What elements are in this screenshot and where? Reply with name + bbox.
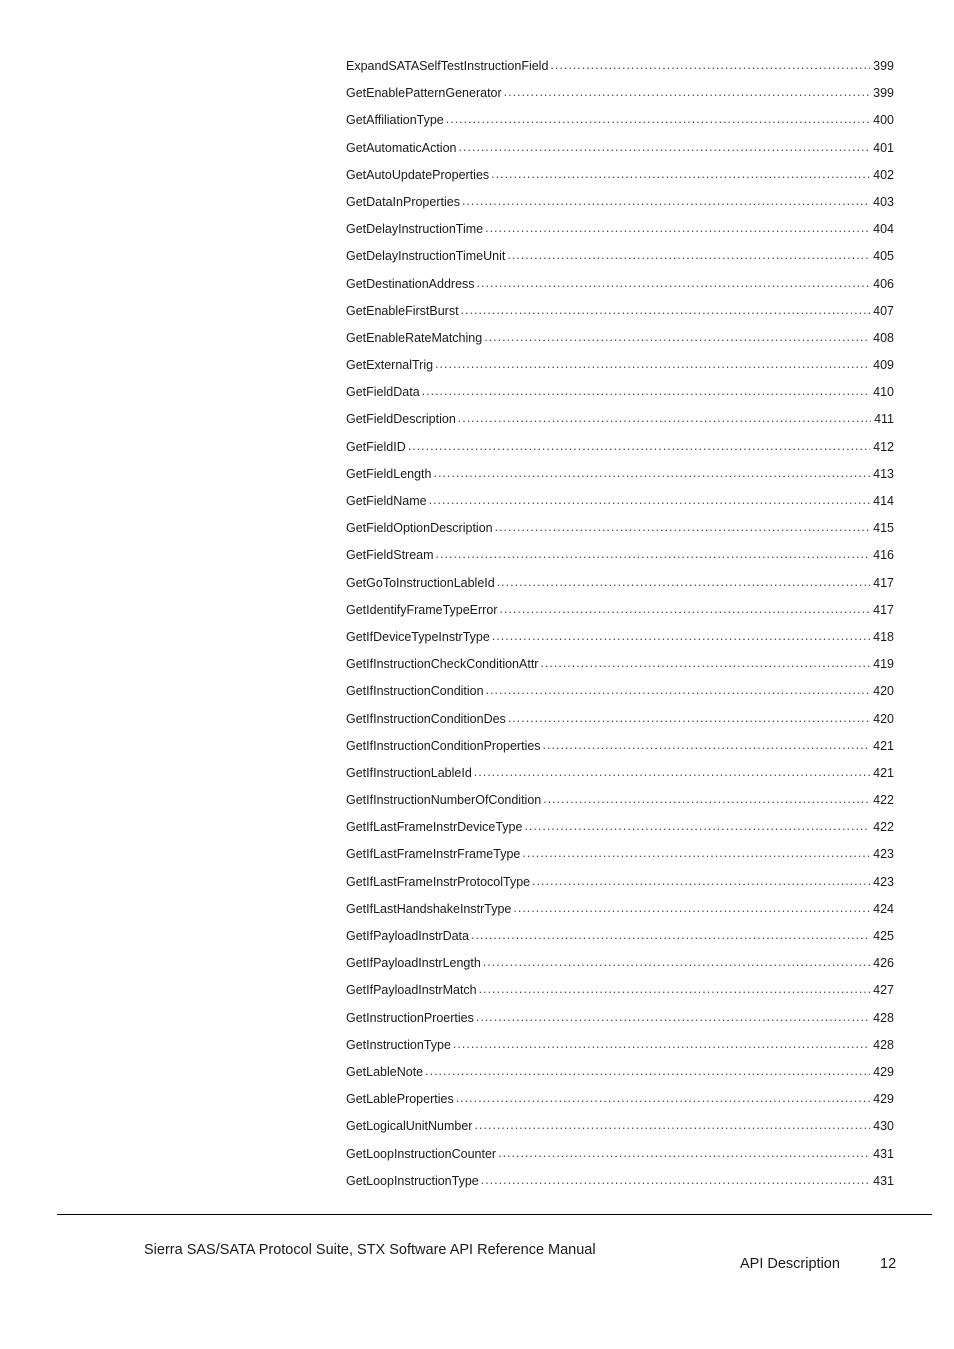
toc-entry[interactable]	[346, 737, 894, 764]
toc-entry[interactable]	[346, 628, 894, 655]
toc-dot-leader	[481, 1171, 870, 1189]
toc-dot-leader	[476, 1008, 870, 1026]
toc-dot-leader	[498, 1144, 870, 1162]
footer-divider	[57, 1214, 932, 1215]
toc-entry[interactable]	[346, 1117, 894, 1144]
toc-dot-leader	[461, 301, 871, 319]
toc-entry[interactable]	[346, 873, 894, 900]
toc-entry-page-number: 431	[873, 1173, 894, 1188]
toc-entry-title: GetIfInstructionCondition	[346, 684, 484, 699]
toc-entry[interactable]	[346, 302, 894, 329]
toc-dot-leader	[492, 627, 870, 645]
toc-entry-page-number: 429	[873, 1092, 894, 1107]
toc-entry-title: GetFieldID	[346, 439, 406, 454]
toc-entry-title: ExpandSATASelfTestInstructionField	[346, 59, 549, 73]
table-of-contents	[346, 57, 894, 1199]
toc-entry[interactable]	[346, 981, 894, 1008]
toc-dot-leader	[543, 736, 871, 754]
toc-entry-title: GetIfPayloadInstrMatch	[346, 983, 477, 998]
toc-dot-leader	[477, 274, 871, 292]
toc-entry-title: GetLableProperties	[346, 1092, 454, 1107]
toc-entry[interactable]	[346, 356, 894, 383]
toc-entry-page-number: 422	[873, 820, 894, 835]
toc-entry-title: GetExternalTrig	[346, 358, 434, 373]
toc-entry[interactable]	[346, 601, 894, 628]
toc-entry[interactable]	[346, 57, 894, 84]
toc-dot-leader	[436, 545, 871, 563]
toc-entry[interactable]	[346, 1063, 894, 1090]
toc-entry-page-number: 417	[873, 602, 894, 617]
toc-entry-title: GetAutomaticAction	[346, 140, 457, 155]
footer-section-name: API Description	[740, 1256, 840, 1272]
toc-entry[interactable]	[346, 764, 894, 791]
toc-dot-leader	[550, 56, 870, 74]
toc-dot-leader	[433, 464, 870, 482]
toc-dot-leader	[513, 899, 870, 917]
toc-entry-title: GetInstructionProerties	[346, 1010, 474, 1025]
toc-entry-title: GetEnableFirstBurst	[346, 303, 459, 318]
toc-dot-leader	[429, 491, 871, 509]
toc-entry-title: GetFieldStream	[346, 548, 434, 563]
toc-dot-leader	[462, 192, 870, 210]
toc-entry-page-number: 404	[873, 222, 894, 237]
toc-entry[interactable]	[346, 410, 894, 437]
toc-entry-title: GetEnableRateMatching	[346, 330, 483, 345]
toc-entry-page-number: 420	[873, 711, 894, 726]
toc-entry[interactable]	[346, 139, 894, 166]
toc-entry-title: GetIfInstructionConditionProperties	[346, 738, 541, 753]
toc-entry[interactable]	[346, 574, 894, 601]
toc-entry-title: GetLoopInstructionType	[346, 1173, 479, 1188]
toc-entry-page-number: 417	[873, 575, 894, 590]
toc-entry[interactable]	[346, 220, 894, 247]
toc-entry-page-number: 402	[873, 167, 894, 182]
toc-entry[interactable]	[346, 900, 894, 927]
toc-dot-leader	[474, 1116, 870, 1134]
toc-entry[interactable]	[346, 818, 894, 845]
toc-entry-title: GetLoopInstructionCounter	[346, 1146, 497, 1161]
toc-dot-leader	[483, 953, 870, 971]
toc-entry-page-number: 412	[873, 439, 894, 454]
toc-entry[interactable]	[346, 166, 894, 193]
toc-entry-title: GetIfInstructionCheckConditionAttr	[346, 657, 539, 672]
toc-entry-page-number: 418	[873, 629, 894, 644]
toc-dot-leader	[425, 1062, 870, 1080]
toc-entry-title: GetDataInProperties	[346, 194, 460, 209]
toc-entry[interactable]	[346, 84, 894, 111]
toc-entry[interactable]	[346, 492, 894, 519]
toc-dot-leader	[458, 409, 871, 427]
toc-entry-page-number: 415	[873, 521, 894, 536]
toc-entry-title: GetIfPayloadInstrLength	[346, 956, 481, 971]
toc-entry-page-number: 401	[873, 140, 894, 155]
toc-entry-page-number: 413	[873, 466, 894, 481]
toc-entry[interactable]	[346, 111, 894, 138]
toc-entry-title: GetLableNote	[346, 1064, 424, 1079]
toc-entry-page-number: 408	[873, 330, 894, 345]
toc-entry-page-number: 428	[873, 1037, 894, 1052]
toc-entry-title: GetFieldName	[346, 494, 427, 508]
toc-dot-leader	[491, 165, 870, 183]
toc-entry-title: GetLogicalUnitNumber	[346, 1119, 473, 1134]
toc-entry[interactable]	[346, 438, 894, 465]
toc-entry-page-number: 428	[873, 1010, 894, 1025]
toc-entry[interactable]	[346, 193, 894, 220]
toc-entry[interactable]	[346, 845, 894, 872]
toc-dot-leader	[474, 763, 870, 781]
toc-dot-leader	[532, 872, 870, 890]
toc-entry-page-number: 430	[873, 1119, 894, 1134]
toc-entry-title: GetIdentifyFrameTypeError	[346, 602, 498, 617]
toc-entry[interactable]	[346, 1145, 894, 1172]
toc-entry[interactable]	[346, 927, 894, 954]
toc-dot-leader	[471, 926, 870, 944]
toc-dot-leader	[453, 1035, 870, 1053]
toc-entry-title: GetFieldOptionDescription	[346, 521, 493, 536]
toc-entry[interactable]	[346, 655, 894, 682]
toc-entry-page-number: 423	[873, 847, 894, 862]
toc-entry-title: GetIfPayloadInstrData	[346, 929, 469, 943]
toc-entry-page-number: 407	[873, 303, 894, 318]
toc-dot-leader	[524, 817, 870, 835]
toc-entry[interactable]	[346, 465, 894, 492]
toc-entry-page-number: 429	[873, 1064, 894, 1079]
toc-dot-leader	[508, 709, 870, 727]
toc-entry-title: GetAffiliationType	[346, 113, 444, 128]
toc-entry-page-number: 409	[873, 358, 894, 373]
toc-entry[interactable]	[346, 329, 894, 356]
toc-entry-page-number: 411	[874, 412, 894, 427]
toc-entry[interactable]	[346, 954, 894, 981]
toc-entry-page-number: 424	[873, 901, 894, 916]
toc-entry-title: GetIfDeviceTypeInstrType	[346, 629, 490, 644]
toc-entry-title: GetAutoUpdateProperties	[346, 167, 490, 182]
toc-entry[interactable]	[346, 383, 894, 410]
toc-entry-page-number: 414	[873, 494, 894, 508]
toc-dot-leader	[479, 980, 871, 998]
toc-entry-title: GetDelayInstructionTimeUnit	[346, 249, 506, 264]
toc-entry-page-number: 423	[873, 874, 894, 889]
toc-entry-title: GetIfInstructionConditionDes	[346, 711, 506, 726]
toc-entry-page-number: 420	[873, 684, 894, 699]
toc-entry-page-number: 406	[873, 276, 894, 291]
toc-entry[interactable]	[346, 791, 894, 818]
toc-dot-leader	[499, 600, 870, 618]
toc-dot-leader	[456, 1089, 870, 1107]
footer-document-title: Sierra SAS/SATA Protocol Suite, STX Software API Reference Manual	[144, 1242, 596, 1258]
toc-dot-leader	[495, 518, 871, 536]
toc-entry[interactable]	[346, 247, 894, 274]
toc-entry[interactable]	[346, 1172, 894, 1199]
toc-entry-page-number: 416	[873, 548, 894, 563]
toc-entry-page-number: 399	[873, 86, 894, 101]
toc-entry-page-number: 400	[873, 113, 894, 128]
toc-entry-page-number: 410	[873, 385, 894, 400]
toc-dot-leader	[504, 83, 870, 101]
toc-entry-title: GetDestinationAddress	[346, 276, 475, 291]
toc-entry-page-number: 426	[873, 956, 894, 971]
toc-entry[interactable]	[346, 1090, 894, 1117]
toc-dot-leader	[485, 219, 870, 237]
toc-entry-page-number: 422	[873, 793, 894, 808]
footer-page-number: 12	[880, 1256, 897, 1272]
toc-dot-leader	[540, 654, 870, 672]
toc-dot-leader	[435, 355, 870, 373]
toc-entry-title: GetFieldDescription	[346, 412, 456, 427]
toc-dot-leader	[507, 246, 870, 264]
toc-entry-page-number: 431	[873, 1146, 894, 1161]
toc-entry-title: GetIfLastHandshakeInstrType	[346, 901, 512, 916]
toc-entry-title: GetIfLastFrameInstrFrameType	[346, 847, 521, 862]
toc-entry-page-number: 399	[873, 59, 894, 73]
toc-entry-title: GetFieldLength	[346, 466, 432, 481]
toc-entry[interactable]	[346, 275, 894, 302]
toc-entry-title: GetIfLastFrameInstrDeviceType	[346, 820, 523, 835]
toc-dot-leader	[408, 437, 870, 455]
toc-dot-leader	[458, 138, 870, 156]
toc-dot-leader	[484, 328, 870, 346]
toc-dot-leader	[497, 573, 870, 591]
toc-entry-page-number: 427	[873, 983, 894, 998]
toc-entry[interactable]	[346, 1009, 894, 1036]
toc-entry-title: GetIfInstructionNumberOfCondition	[346, 793, 542, 808]
toc-entry-title: GetGoToInstructionLableId	[346, 575, 495, 590]
toc-entry-title: GetDelayInstructionTime	[346, 222, 484, 237]
toc-entry-title: GetFieldData	[346, 385, 420, 400]
toc-entry-title: GetInstructionType	[346, 1037, 451, 1052]
toc-entry-page-number: 403	[873, 194, 894, 209]
toc-entry[interactable]	[346, 1036, 894, 1063]
toc-entry-page-number: 405	[873, 249, 894, 264]
toc-dot-leader	[543, 790, 870, 808]
toc-entry[interactable]	[346, 710, 894, 737]
toc-dot-leader	[486, 681, 871, 699]
toc-dot-leader	[446, 110, 870, 128]
toc-entry-page-number: 421	[873, 765, 894, 780]
toc-entry-page-number: 425	[873, 929, 894, 943]
toc-entry-title: GetIfLastFrameInstrProtocolType	[346, 874, 531, 889]
toc-dot-leader	[522, 844, 870, 862]
toc-entry[interactable]	[346, 519, 894, 546]
toc-dot-leader	[422, 382, 870, 400]
toc-entry-page-number: 421	[873, 738, 894, 753]
toc-entry-title: GetEnablePatternGenerator	[346, 86, 502, 101]
toc-entry[interactable]	[346, 682, 894, 709]
toc-entry-page-number: 419	[873, 657, 894, 672]
toc-entry[interactable]	[346, 546, 894, 573]
toc-entry-title: GetIfInstructionLableId	[346, 765, 472, 780]
